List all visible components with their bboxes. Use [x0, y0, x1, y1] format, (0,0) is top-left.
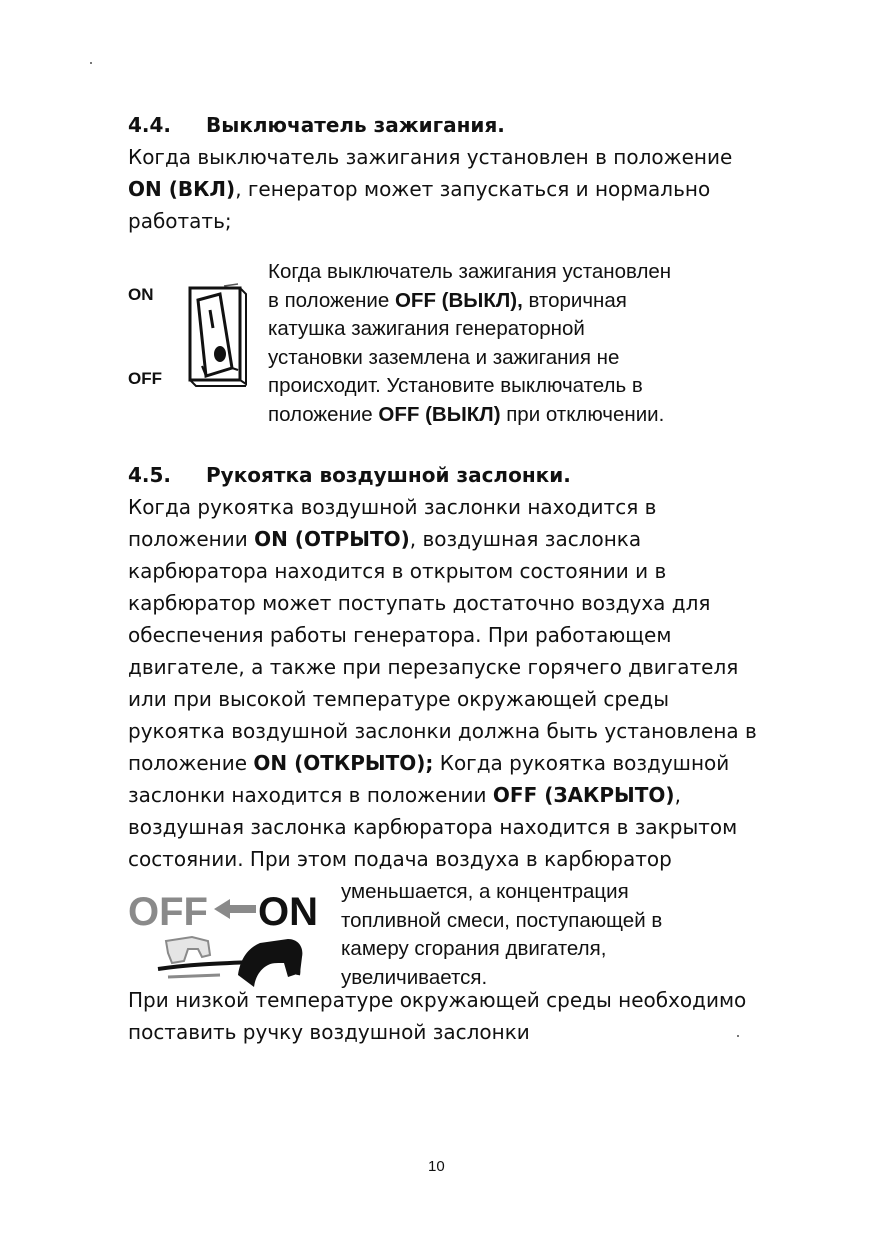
text-line: [128, 747, 757, 779]
text-run: Когда рукоятка воздушной: [433, 751, 730, 775]
text-line: карбюратора находится в открытом состоянии и в: [128, 559, 667, 583]
section-title: Выключатель зажигания.: [206, 113, 505, 137]
section-number: 4.5.: [128, 463, 172, 487]
text-line: Когда рукоятка воздушной заслонки находится в: [128, 495, 657, 519]
section-number: 4.4.: [128, 113, 172, 137]
bold-term: OFF (ЗАКРЫТО): [492, 783, 675, 807]
section-heading-4-5: [128, 463, 571, 487]
text-line: карбюратор может поступать достаточно воздуха для: [128, 591, 711, 615]
text-run: заслонки находится в положении: [128, 783, 493, 807]
text-line: или при высокой температуре окружающей среды: [128, 687, 670, 711]
text-line: двигателе, а также при перезапуске горячего двигателя: [128, 655, 739, 679]
text-run: положение: [268, 402, 379, 426]
bold-term: OFF (ВЫКЛ),: [394, 288, 523, 312]
page-number: 10: [428, 1158, 445, 1175]
bold-term: OFF (ВЫКЛ): [378, 402, 501, 426]
text-line: Когда выключатель зажигания установлен: [268, 260, 672, 283]
text-run: , генератор может запускаться и нормально: [235, 177, 711, 201]
choke-illustration: [128, 883, 323, 993]
text-line: обеспечения работы генератора. При работающем: [128, 623, 672, 647]
switch-on-label: ON: [128, 285, 154, 304]
choke-off-label: OFF: [128, 890, 208, 934]
ignition-side-text: [268, 258, 671, 429]
paragraph-ignition: [128, 141, 732, 237]
text-line: При низкой температуре окружающей среды необходимо: [128, 988, 747, 1012]
text-line: увеличивается.: [341, 965, 488, 989]
text-line: [128, 523, 757, 555]
bold-term: ON (ВКЛ): [128, 177, 236, 201]
bold-term: ON (ОТКРЫТО);: [253, 751, 434, 775]
section-heading-4-4: [128, 113, 505, 137]
text-line: рукоятка воздушной заслонки должна быть установлена в: [128, 719, 757, 743]
choke-side-text: [341, 878, 662, 992]
text-line: воздушная заслонка карбюратора находится в закрытом: [128, 815, 738, 839]
arrow-left-icon: [214, 899, 256, 919]
text-line: [128, 173, 732, 205]
text-line: [268, 287, 671, 316]
text-line: камеру сгорания двигателя,: [341, 937, 607, 960]
text-run: , воздушная заслонка: [409, 527, 642, 551]
text-line: установки заземлена и зажигания не: [268, 345, 620, 369]
text-run: вторичная: [522, 288, 627, 312]
text-run: положение: [128, 751, 254, 775]
text-line: состоянии. При этом подача воздуха в карбюратор: [128, 847, 672, 871]
text-line: поставить ручку воздушной заслонки: [128, 1020, 530, 1044]
speck: [90, 62, 92, 64]
text-run: в положение: [268, 288, 395, 312]
text-line: уменьшается, а концентрация: [341, 880, 629, 903]
text-run: при отключении.: [500, 402, 665, 426]
text-line: [128, 779, 757, 811]
text-line: [268, 401, 671, 430]
text-line: происходит. Установите выключатель в: [268, 374, 643, 397]
paragraph-cold-start: [128, 984, 746, 1048]
text-line: Когда выключатель зажигания установлен в положение: [128, 145, 733, 169]
text-line: катушка зажигания генераторной: [268, 317, 585, 340]
text-run: положении: [128, 527, 255, 551]
choke-lever-icon: [128, 883, 323, 993]
rocker-switch-icon: [180, 280, 252, 392]
switch-off-label: OFF: [128, 369, 162, 388]
choke-on-label: ON: [258, 890, 318, 934]
text-line: топливной смеси, поступающей в: [341, 908, 663, 932]
paragraph-choke: [128, 491, 757, 875]
text-run: ,: [674, 783, 681, 807]
text-line: работать;: [128, 209, 232, 233]
section-title: Рукоятка воздушной заслонки.: [206, 463, 571, 487]
bold-term: ON (ОТРЫТО): [254, 527, 410, 551]
